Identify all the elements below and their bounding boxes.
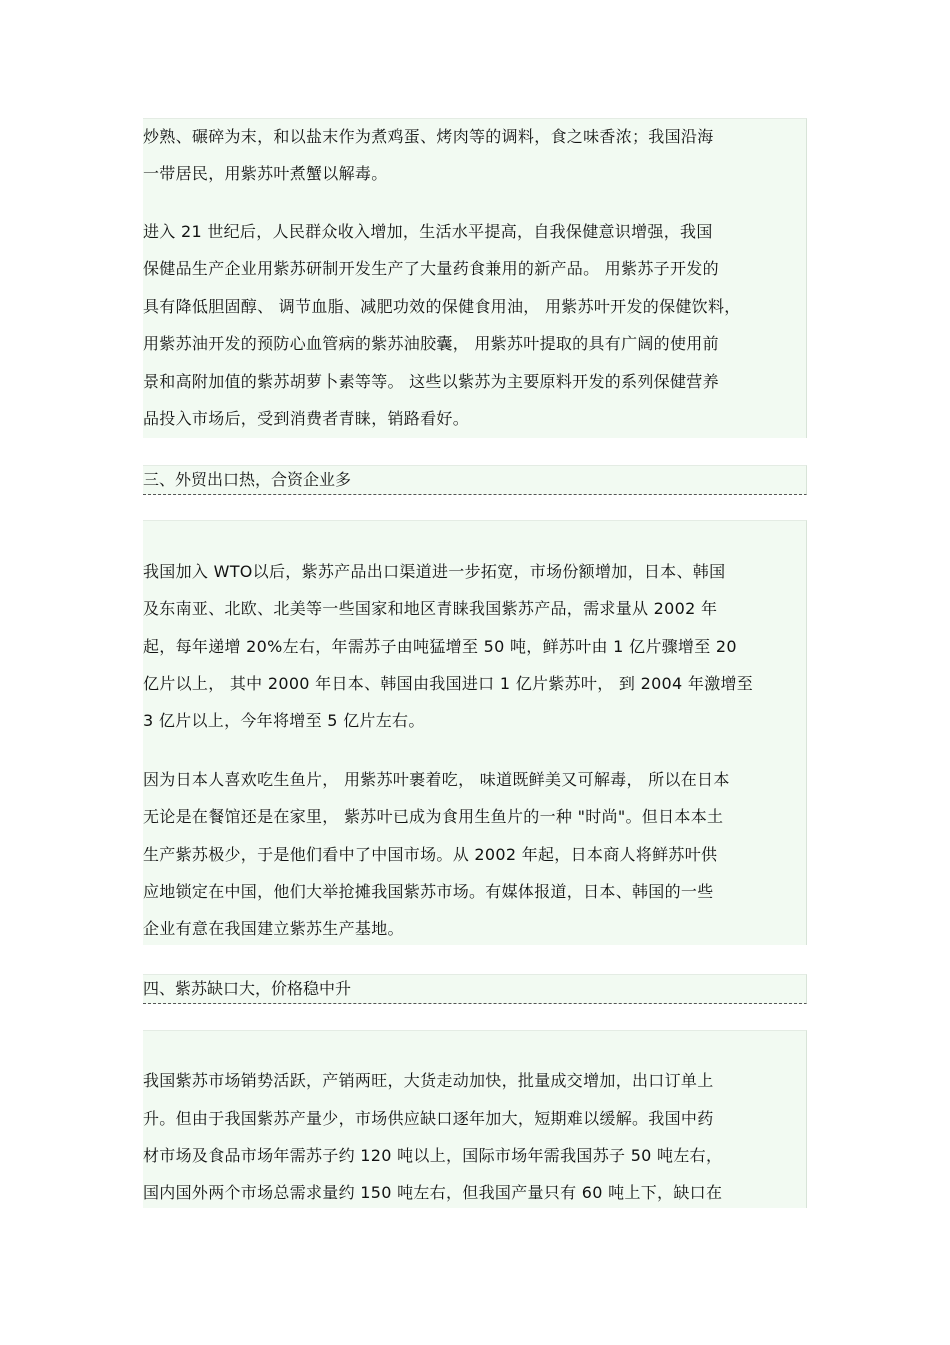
section-heading-text: 四、紫苏缺口大，价格稳中升: [143, 979, 352, 998]
text-line: 3 亿片以上，今年将增至 5 亿片左右。: [143, 711, 425, 730]
text-line: 保健品生产企业用紫苏研制开发生产了大量药食兼用的新产品。 用紫苏子开发的: [143, 259, 719, 278]
section-heading-4: [143, 974, 807, 1004]
text-line: 国内国外两个市场总需求量约 150 吨左右，但我国产量只有 60 吨上下，缺口在: [143, 1183, 723, 1202]
text-line: 炒熟、碾碎为末，和以盐末作为煮鸡蛋、烤肉等的调料，食之味香浓；我国沿海: [143, 127, 714, 146]
text-line: 因为日本人喜欢吃生鱼片， 用紫苏叶裹着吃， 味道既鲜美又可解毒， 所以在日本: [143, 770, 730, 789]
text-line: 进入 21 世纪后，人民群众收入增加，生活水平提高，自我保健意识增强，我国: [143, 222, 713, 241]
text-line: 升。但由于我国紫苏产量少，市场供应缺口逐年加大，短期难以缓解。我国中药: [143, 1109, 714, 1128]
text-block-4: [143, 1030, 807, 1208]
text-line: 用紫苏油开发的预防心血管病的紫苏油胶囊， 用紫苏叶提取的具有广阔的使用前: [143, 334, 719, 353]
text-line: 我国紫苏市场销势活跃，产销两旺，大货走动加快，批量成交增加，出口订单上: [143, 1071, 714, 1090]
text-line: 材市场及食品市场年需苏子约 120 吨以上，国际市场年需我国苏子 50 吨左右，: [143, 1146, 723, 1165]
text-line: 景和高附加值的紫苏胡萝卜素等等。 这些以紫苏为主要原料开发的系列保健营养: [143, 372, 719, 391]
text-block-3: [143, 520, 807, 945]
text-line: 及东南亚、北欧、北美等一些国家和地区青睐我国紫苏产品，需求量从 2002 年: [143, 599, 718, 618]
text-line: 具有降低胆固醇、 调节血脂、减肥功效的保健食用油， 用紫苏叶开发的保健饮料，: [143, 297, 741, 316]
text-line: 亿片以上， 其中 2000 年日本、韩国由我国进口 1 亿片紫苏叶， 到 2004 年激增至: [143, 674, 754, 693]
text-line: 企业有意在我国建立紫苏生产基地。: [143, 919, 404, 938]
text-line: 我国加入 WTO以后，紫苏产品出口渠道进一步拓宽，市场份额增加，日本、韩国: [143, 562, 726, 581]
section-heading-text: 三、外贸出口热，合资企业多: [143, 470, 352, 489]
text-line: 应地锁定在中国，他们大举抢摊我国紫苏市场。有媒体报道，日本、韩国的一些: [143, 882, 714, 901]
section-heading-3: [143, 465, 807, 495]
text-line: 品投入市场后，受到消费者青睐，销路看好。: [143, 409, 470, 428]
text-line: 一带居民，用紫苏叶煮蟹以解毒。: [143, 164, 388, 183]
text-line: 生产紫苏极少，于是他们看中了中国市场。从 2002 年起，日本商人将鲜苏叶供: [143, 845, 718, 864]
text-block-1: [143, 118, 807, 438]
text-line: 起，每年递增 20%左右，年需苏子由吨猛增至 50 吨，鲜苏叶由 1 亿片骤增至 20: [143, 637, 737, 656]
text-line: 无论是在餐馆还是在家里， 紫苏叶已成为食用生鱼片的一种 "时尚"。但日本本土: [143, 807, 724, 826]
